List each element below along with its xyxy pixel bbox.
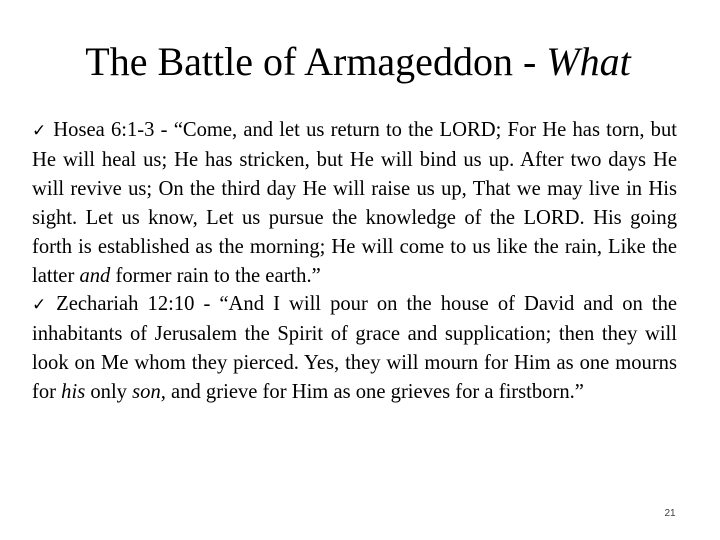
bullet-italic-word: son, xyxy=(132,381,166,404)
checkmark-icon: ✓ xyxy=(32,121,48,141)
bullet-text: “And I will pour on the house of David and on the inhabitants of Jerusalem the Spirit of grace and supplication; then they will look on Me whom they pierced. Yes, they will mourn for Him as one mourns for xyxy=(32,293,678,404)
slide-title-italic: What xyxy=(546,39,631,84)
checkmark-icon: ✓ xyxy=(32,295,51,316)
bullet-text: former rain to the earth.” xyxy=(110,264,321,287)
bullet-zechariah xyxy=(32,290,677,407)
bullet-italic-word: his xyxy=(61,381,86,404)
bullet-reference: Zechariah 12:10 - xyxy=(56,293,220,316)
bullet-text: only xyxy=(85,381,133,404)
slide-title-main: The Battle of Armageddon - xyxy=(85,39,547,84)
slide-title xyxy=(0,36,716,88)
bullet-text: “Come, and let us return to the LORD; For He has torn, but He will heal us; He has stricken, but He will bind us up. After two days He will revive us; On the third day He will raise us up, That we may live in His sight. Let us know, Let us pursue the knowledge of the LORD. His going forth is established as the morning; He will come to us like the rain, Like the latter xyxy=(32,119,677,287)
slide-body xyxy=(32,116,677,407)
bullet-hosea xyxy=(32,116,677,290)
bullet-reference: Hosea 6:1-3 - xyxy=(53,119,174,141)
bullet-text: and grieve for Him as one grieves for a firstborn.” xyxy=(165,381,584,404)
bullet-italic-word: and xyxy=(79,264,111,287)
page-number: 21 xyxy=(664,508,676,519)
